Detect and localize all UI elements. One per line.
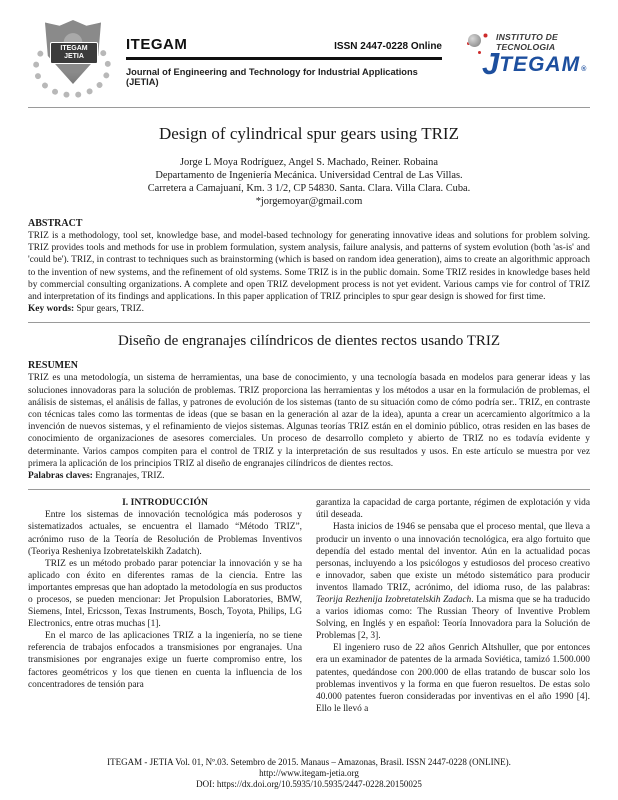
resumen-text: TRIZ es una metodología, un sistema de herramientas, una base de conocimiento, y una tecnología basada en modelos para generar ideas y las soluciones innovadoras para la solución de problemas. TRIZ proporciona las herramientas y los métodos a usar en la formulación de problemas, el análisis de sistemas, el análisis de fallas, y patrones de evolución de los sistemas (tanto de su situación como de cómo podría ser.. TRIZ, en contraste con técnicas tales como las tormentas de ideas (que se basan en la generación al azar de la idea), apunta a crear un acercamiento algorítmico a la invención de nuevos sistemas, y el refinamiento de viejos sistemas. Algunas teorías TRIZ están en el dominio público, otras residen en las bases de conocimiento de organizaciones de asesores comerciales. Un proceso de desarrollo completo y abierto de TRIZ no es todavía evidente y determinante. Varios campos compiten para el control de TRIZ y la interpretación de sus resultados y usos. En este artículo se muestra por vez primera la aplicación de los principios TRIZ al diseño de engranajes cilíndricos de dientes rectos. [28, 373, 590, 469]
resumen-heading: RESUMEN [28, 360, 79, 372]
keywords-line-es [28, 470, 590, 482]
right-col-paragraph-1: garantiza la capacidad de carga portante, régimen de explotación y vida útil deseada. [316, 498, 590, 521]
header-top-row [126, 36, 442, 53]
crest-label-line2: JETIA [64, 53, 84, 60]
issn-text: ISSN 2447-0228 Online [334, 41, 442, 52]
journal-abbrev: ITEGAM [126, 36, 188, 53]
email-line: *jorgemoyar@gmail.com [255, 196, 363, 207]
footer-url: http://www.itegam-jetia.org [259, 768, 359, 778]
crest-label-line1: ITEGAM [60, 45, 88, 52]
divider-header [28, 107, 590, 108]
keywords-label-es: Palabras claves: [28, 471, 93, 482]
keywords-value-en: Spur gears, TRIZ. [74, 304, 144, 315]
keywords-line-en [28, 303, 590, 315]
paper-title-es: Diseño de engranajes cilíndricos de dientes rectos usando TRIZ [117, 333, 501, 350]
institute-name [496, 32, 590, 52]
left-col-paragraph-1: Entre los sistemas de innovación tecnológica más poderosos y sistematizados actuales, se encuentra el llamado “Método TRIZ”, acrónimo ruso de la Teoría de Resolución de Problemas Inventivos (Teoriya Resheniya Izobretatelskikh Zadatch). [28, 510, 302, 557]
paper-title-en: Design of cylindrical spur gears using TRIZ [159, 124, 459, 143]
page-footer [0, 757, 618, 790]
left-column [28, 497, 302, 715]
footer-doi: DOI: https://dx.doi.org/10.5935/10.5935/2447-0228.20150025 [196, 779, 422, 789]
right-col-p2-after: . La misma que se ha traducido a varios idiomas como: The Russian Theory of Inventive Problem Solving, en Inglés y en español: Teoría Innovadora para la Solución de Problemas [2, 3]. [316, 595, 590, 642]
section-heading-introduccion: I. INTRODUCCIÓN [122, 497, 208, 509]
abstract-heading: ABSTRACT [28, 218, 83, 229]
right-col-p2-italic-term: Teorija Rezhenija Izobretatelskih Zadach [316, 595, 472, 605]
header-black-rule [126, 57, 442, 60]
divider-abstract [28, 322, 590, 323]
right-col-paragraph-3: El ingeniero ruso de 22 años Genrich Altshuller, que por entonces era un examinador de patentes de la armada Soviética, tamizó 1.500.000 patentes, quedándose con 200.000 de ellas tratando de buscar solo los problemas inventivos y la forma en que fueron resueltos. De estas solo 40.000 patentes fueron consideradas por inventivas en el año 1990 [4]. Ello le llevó a [316, 643, 590, 714]
atom-icon [468, 34, 481, 47]
left-col-paragraph-3: En el marco de las aplicaciones TRIZ a la ingeniería, no se tiene referencia de trabajos enfocados a transmisiones por engranajes. Una transmisiones por engranajes exige un fuerte compromiso entre, los factores geométricos y los que tienen en cuenta la influencia de los concentradores de tensión para [28, 631, 302, 690]
wordmark-j: J [482, 46, 500, 81]
affiliation-line1: Departamento de Ingeniería Mecánica. Universidad Central de Las Villas. [155, 170, 463, 181]
authors-line: Jorge L Moya Rodríguez, Angel S. Machado, Reiner. Robaina [180, 157, 438, 168]
header-center [126, 20, 442, 87]
institute-name-line1: INSTITUTO DE [496, 32, 558, 42]
itegam-jetia-crest-logo [28, 20, 116, 100]
institute-name-line2: TECNOLOGIA [496, 42, 556, 52]
keywords-value-es: Engranajes, TRIZ. [92, 471, 165, 482]
divider-resumen [28, 489, 590, 490]
journal-name: Journal of Engineering and Technology for Industrial Applications (JETIA) [126, 67, 418, 87]
right-col-p2-before: Hasta inicios de 1946 se pensaba que el proceso mental, que lleva a producir un invento o una innovación tecnológica, era algo fortuito que dependía del estado mental del inventor. Aún en la actualidad pocas personas, incluyendo a los psicólogos y estudiosos del proceso creativo e innovador, saben que existe un método sistemático para producir inventos llamado TRIZ, acrónimo, del idioma ruso, de las palabras: [316, 522, 590, 593]
keywords-label-en: Key words: [28, 304, 75, 315]
registered-mark: ® [581, 66, 587, 73]
left-col-paragraph-2: TRIZ es un método probado parar potenciar la innovación y se ha aplicado con éxito en diferentes ramas de la ciencia. Entre las importantes empresas que han adoptado la metodología en sus productos o procesos, se pueden mencionar: Jet Propulsion Laboratories, BMW, Siemens, Intel, Ericsson, Texas Instruments, Bosch, Toyota, Philips, LG Electronics, entre otras muchas [1]. [28, 558, 302, 630]
affiliation-line2: Carretera a Camajuaní, Km. 3 1/2, CP 54830. Santa. Clara. Villa Clara. Cuba. [147, 183, 471, 194]
abstract-text: TRIZ is a methodology, tool set, knowledge base, and model-based technology for generating innovative ideas and solutions for problem solving. TRIZ provides tools and methods for use in problem formulation, system analysis, failure analysis, and patterns of system evolution (both 'as-is' and 'could be'). TRIZ, in contrast to techniques such as brainstorming (which is based on random idea generation), aims to create an algorithmic approach to the invention of new systems, and the refinement of old systems. Some TRIZ is in the public domain. Some TRIZ resides in knowledge bases held by commercial consulting organizations. A complete and open TRIZ development process is not yet evident. Various camps vie for control of TRIZ and interpretation of its findings and applications. In this paper application of TRIZ principles to spur gear design is showed for first time. [28, 231, 590, 303]
footer-citation-line: ITEGAM - JETIA Vol. 01, Nº.03. Setembro de 2015. Manaus – Amazonas, Brasil. ISSN 2447-0228 (ONLINE). [107, 757, 511, 767]
right-column [316, 497, 590, 715]
wordmark-rest: TEGAM [499, 53, 581, 76]
body-columns [28, 497, 590, 715]
crest-label [50, 42, 98, 64]
right-col-paragraph-2 [316, 521, 590, 642]
authors-block [28, 156, 590, 208]
journal-header [28, 20, 590, 100]
itegam-institute-logo [452, 20, 590, 81]
